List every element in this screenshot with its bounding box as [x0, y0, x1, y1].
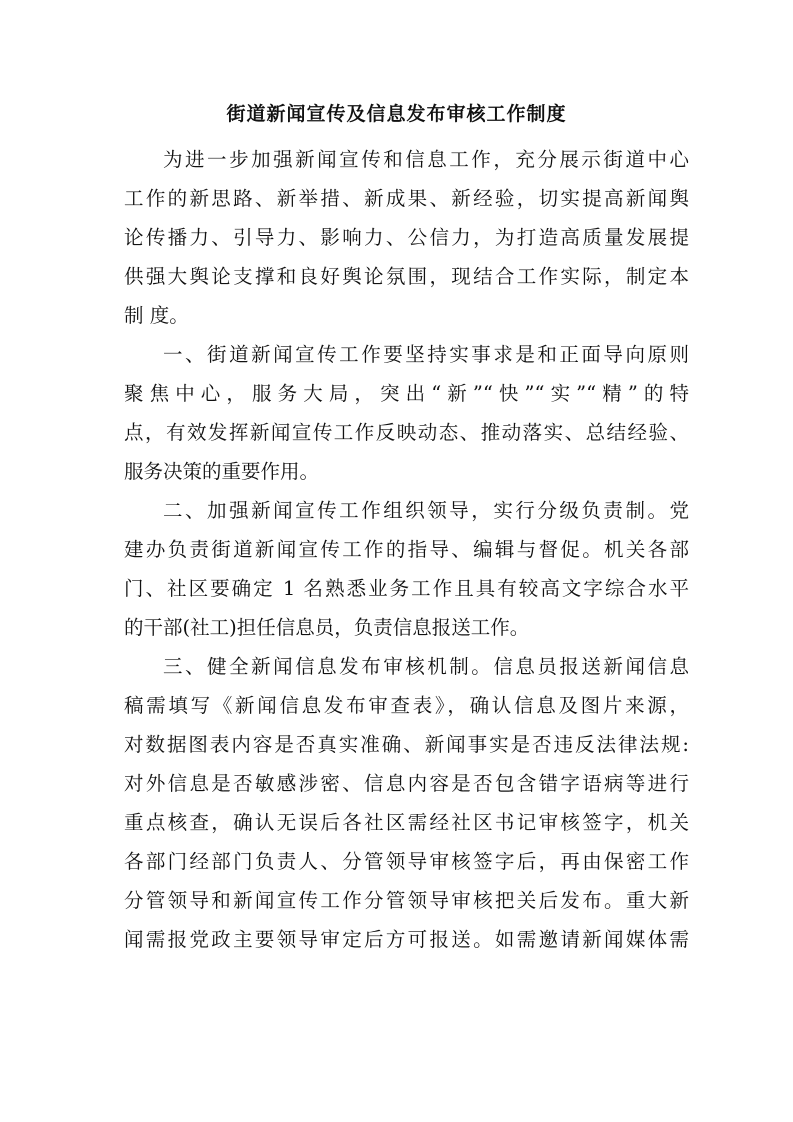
paragraph-section-2 — [124, 491, 689, 647]
paragraph-line: 门、社区要确定 1 名熟悉业务工作且具有较高文字综合水平 — [124, 577, 689, 600]
paragraph-line: 供强大舆论支撑和良好舆论氛围，现结合工作实际，制定本 — [124, 265, 689, 288]
paragraph-line: 一、街道新闻宣传工作要坚持实事求是和正面导向原则 — [163, 343, 689, 366]
paragraph-line: 二、加强新闻宣传工作组织领导，实行分级负责制。党 — [163, 499, 689, 522]
paragraph-line: 稿需填写《新闻信息发布审查表》，确认信息及图片来源， — [124, 694, 689, 717]
paragraph-line: 工作的新思路、新举措、新成果、新经验，切实提高新闻舆 — [124, 187, 689, 210]
paragraph-line: 聚焦中心，服务大局，突出“新”“快”“实”“精”的特 — [124, 382, 689, 405]
paragraph-line: 闻需报党政主要领导审定后方可报送。如需邀请新闻媒体需 — [124, 928, 689, 951]
document-title: 街道新闻宣传及信息发布审核工作制度 — [226, 103, 567, 125]
paragraph-line: 各部门经部门负责人、分管领导审核签字后，再由保密工作 — [124, 850, 689, 873]
paragraph-section-1 — [124, 335, 689, 491]
paragraph-section-3 — [124, 647, 689, 959]
paragraph-intro — [124, 140, 689, 335]
paragraph-line: 建办负责街道新闻宣传工作的指导、编辑与督促。机关各部 — [124, 538, 689, 561]
paragraph-line: 服务决策的重要作用。 — [124, 460, 320, 483]
paragraph-line: 重点核查，确认无误后各社区需经社区书记审核签字，机关 — [124, 811, 689, 834]
paragraph-line: 制 度。 — [124, 304, 189, 327]
paragraph-line: 对外信息是否敏感涉密、信息内容是否包含错字语病等进行 — [124, 772, 689, 795]
paragraph-line: 三、健全新闻信息发布审核机制。信息员报送新闻信息 — [163, 655, 689, 678]
paragraph-line: 为进一步加强新闻宣传和信息工作，充分展示街道中心 — [163, 148, 689, 171]
paragraph-line: 分管领导和新闻宣传工作分管领导审核把关后发布。重大新 — [124, 889, 689, 912]
paragraph-line: 点，有效发挥新闻宣传工作反映动态、推动落实、总结经验、 — [124, 421, 689, 444]
document-body — [124, 140, 689, 959]
paragraph-line: 论传播力、引导力、影响力、公信力，为打造高质量发展提 — [124, 226, 689, 249]
paragraph-line: 的干部(社工)担任信息员，负责信息报送工作。 — [124, 616, 530, 639]
paragraph-line: 对数据图表内容是否真实准确、新闻事实是否违反法律法规: — [124, 733, 689, 756]
